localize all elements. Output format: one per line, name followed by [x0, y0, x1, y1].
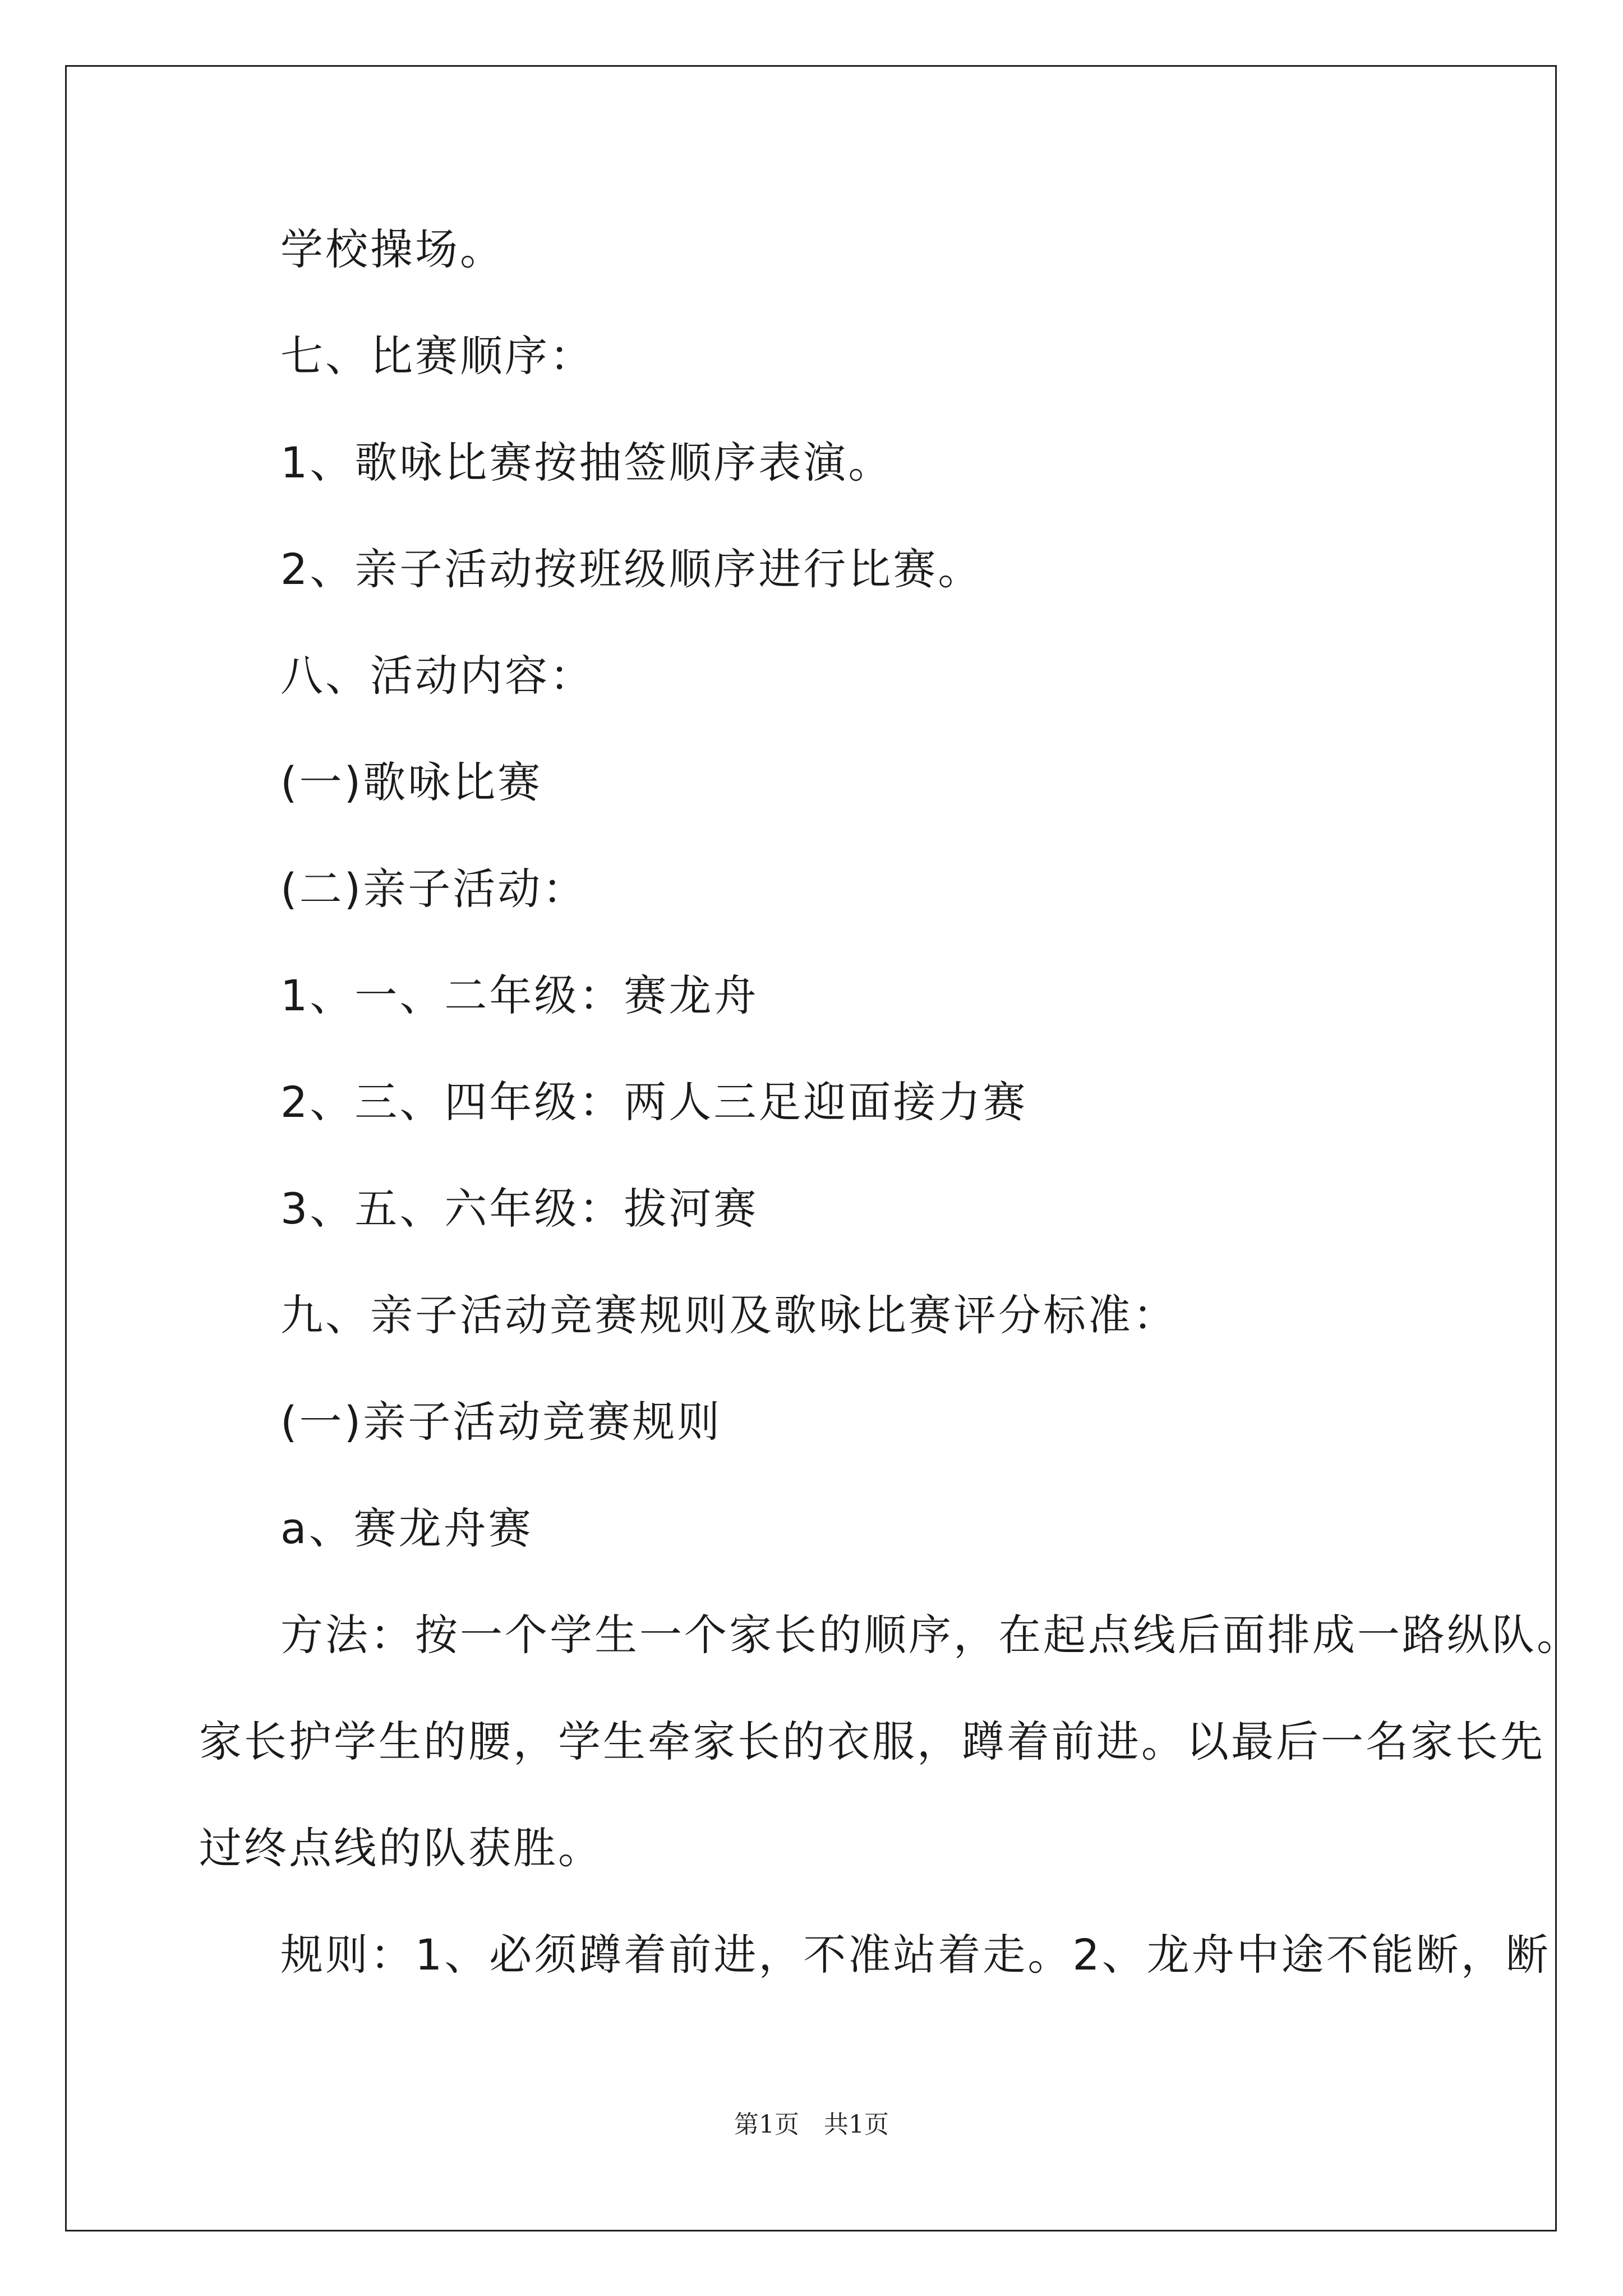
- section-heading: 七、比赛顺序：: [280, 331, 594, 381]
- text-line: 规则：1、必须蹲着前进，不准站着走。2、龙舟中途不能断，断: [280, 1930, 1551, 1980]
- subsection-heading: (二)亲子活动：: [280, 864, 588, 914]
- text-line: 学校操场。: [280, 224, 505, 274]
- subsection-heading: (一)歌咏比赛: [280, 757, 543, 807]
- section-heading: 九、亲子活动竞赛规则及歌咏比赛评分标准：: [280, 1290, 1178, 1340]
- text-line: 过终点线的队获胜。: [199, 1823, 603, 1873]
- text-line: 1、歌咏比赛按抽签顺序表演。: [280, 438, 893, 487]
- text-line: 2、亲子活动按班级顺序进行比赛。: [280, 544, 983, 594]
- section-heading: 八、活动内容：: [280, 651, 594, 701]
- page-border: [65, 65, 1557, 2231]
- text-line: 2、三、四年级：两人三足迎面接力赛: [280, 1077, 1028, 1127]
- text-line: 1、一、二年级：赛龙舟: [280, 970, 759, 1020]
- subsection-heading: (一)亲子活动竞赛规则: [280, 1397, 722, 1447]
- text-line: 方法：按一个学生一个家长的顺序，在起点线后面排成一路纵队。: [280, 1610, 1581, 1660]
- text-line: a、赛龙舟赛: [280, 1503, 533, 1553]
- text-line: 3、五、六年级：拔河赛: [280, 1184, 759, 1234]
- text-line: 家长护学生的腰，学生牵家长的衣服，蹲着前进。以最后一名家长先: [199, 1717, 1545, 1766]
- page-footer: 第1页 共1页: [734, 2110, 889, 2139]
